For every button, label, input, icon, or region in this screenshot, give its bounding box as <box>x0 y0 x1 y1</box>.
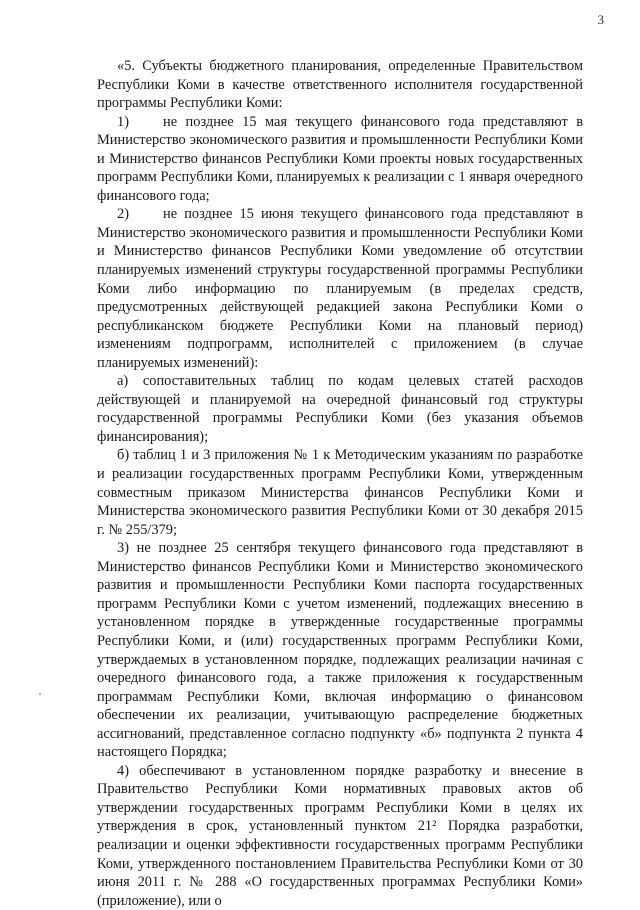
paragraph-item-1 <box>97 113 583 206</box>
paragraph-text: не позднее 15 мая текущего финансового года представляют в Министерство экономического развития и промышленности Республики Коми и Министерство финансов Республики Коми проекты новых государственных программ Республики Коми, планируемых к реализации с 1 января очередного финансового года; <box>97 113 583 204</box>
paragraph-subitem-a: а) сопоставительных таблиц по кодам целевых статей расходов действующей и планируемой на очередной финансовый год структуры государственной программы Республики Коми (без указания объемов финансирования); <box>97 373 583 445</box>
paragraph-text: не позднее 15 июня текущего финансового года представляют в Министерство экономического развития и промышленности Республики Коми и Министерство финансов Республики Коми уведомление об отсутствии планируемых изменений структуры государственной программы Республики Коми либо информацию по планируемым (в пределах средств, предусмотренных действующей редакцией закона Республики Коми о республиканском бюджете Республики Коми на плановый период) изменениям подпрограмм, исполнителей с приложением (в случае планируемых изменений): <box>97 206 583 371</box>
paragraph-item-4: 4) обеспечивают в установленном порядке разработку и внесение в Правительство Республики Коми нормативных правовых актов об утверждении государственных программ Республики Коми в целях их утверждения в срок, установленный пунктом 21² Порядка разработки, реализации и оценки эффективности государственных программ Республики Коми, утвержденного постановлением Правительства Республики Коми от 30 июня 2011 г. № 288 «О государственных программах Республики Коми» (приложение), или о <box>97 762 583 909</box>
paragraph-subitem-b: б) таблиц 1 и 3 приложения № 1 к Методическим указаниям по разработке и реализации государственных программ Республики Коми, утвержденным совместным приказом Министерства финансов Республики Коми и Министерства экономического развития Республики Коми от 30 декабря 2015 г. № 255/379; <box>97 447 583 538</box>
paragraph-intro: «5. Субъекты бюджетного планирования, определенные Правительством Республики Коми в качестве ответственного исполнителя государственной программы Республики Коми: <box>97 58 583 112</box>
page-number: 3 <box>597 12 604 27</box>
item-number: 2) <box>117 206 129 223</box>
document-body <box>97 57 583 910</box>
paragraph-item-2 <box>97 205 583 372</box>
item-number: 1) <box>117 113 129 130</box>
paragraph-item-3: 3) не позднее 25 сентября текущего финансового года представляют в Министерство финансов Республики Коми и Министерство экономического развития и промышленности Республики Коми паспорта государственных программ Республики Коми с учетом изменений, подлежащих внесению в установленном порядке в утвержденные государственные программы Республики Коми, и (или) государственных программ Республики Коми, утверждаемых в установленном порядке, подлежащих реализации начиная с очередного финансового года, а также приложения к государственным программам Республики Коми, включая информацию о финансовом обеспечении их реализации, учитывающую распределение бюджетных ассигнований, представленное согласно подпункту «б» подпункта 2 пункта 4 настоящего Порядка; <box>97 540 583 761</box>
scan-speck <box>39 693 41 695</box>
